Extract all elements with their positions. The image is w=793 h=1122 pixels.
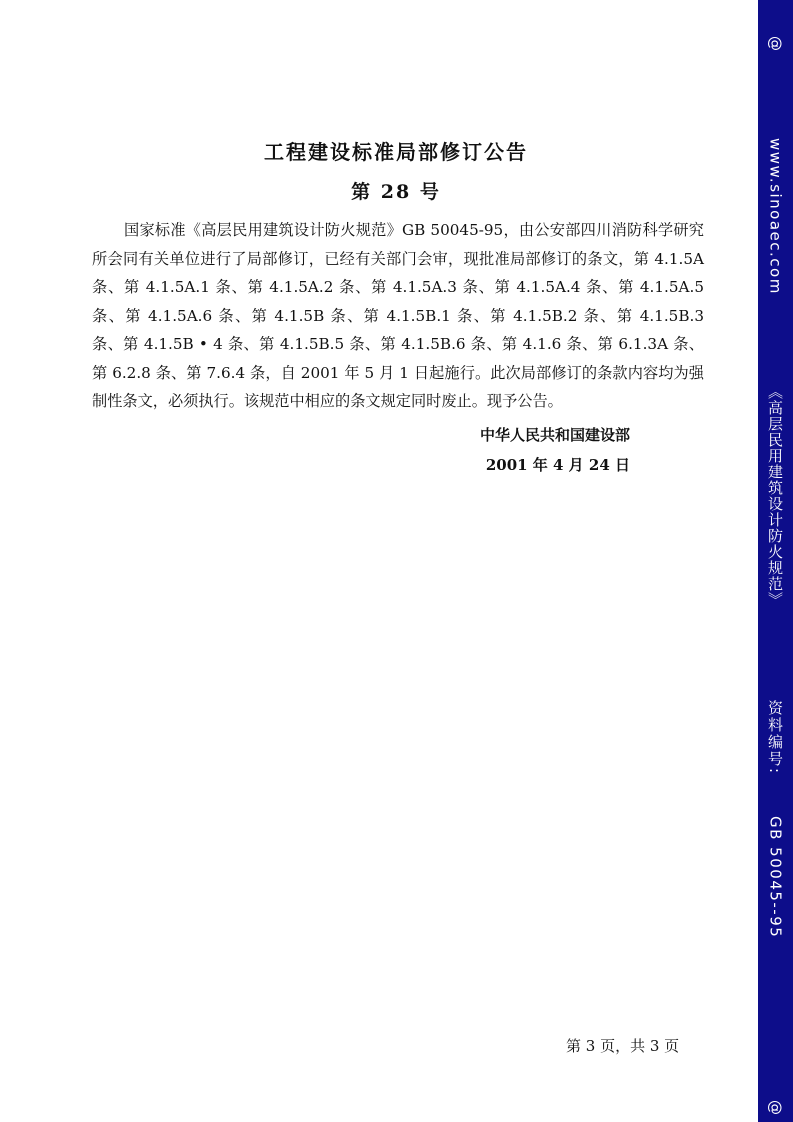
at-symbol-top: @ [766,36,785,51]
doc-number-label: 资料编号: [766,700,784,776]
page-number: 第 3 页，共 3 页 [566,1037,680,1055]
side-banner [758,0,793,1122]
at-symbol-bottom: @ [766,1100,785,1115]
doc-number-code: GB 50045--95 [766,816,785,939]
issuing-authority: 中华人民共和国建设部 [479,426,630,444]
standard-name: 《高层民用建筑设计防火规范》 [766,384,784,608]
issue-date: 2001 年 4 月 24 日 [485,456,630,474]
document-title: 工程建设标准局部修订公告 [264,140,528,164]
website-url: www.sinoaec.com [766,138,785,295]
announcement-body: 国家标准《高层民用建筑设计防火规范》GB 50045-95，由公安部四川消防科学研究所会同有关单位进行了局部修订，已经有关部门会审，现批准局部修订的条文，第 4.1.5A 条、第 4.1.5A.1 条、第 4.1.5A.2 条、第 4.1.5A.3 条、第 4.1.5A.4 条、第 4.1.5A.5 条、第 4.1.5A.6 条、第 4.1.5B 条、第 4.1.5B.1 条、第 4.1.5B.2 条、第 4.1.5B.3 条、第 4.1.5B • 4 条、第 4.1.5B.5 条、第 4.1.5B.6 条、第 4.1.6 条、第 6.1.3A 条、第 6.2.8 条、第 7.6.4 条，自 2001 年 5 月 1 日起施行。此次局部修订的条款内容均为强制性条文，必须执行。该规范中相应的条文规定同时废止。现予公告。 [92,221,704,410]
announcement-number: 第 28 号 [351,181,441,203]
